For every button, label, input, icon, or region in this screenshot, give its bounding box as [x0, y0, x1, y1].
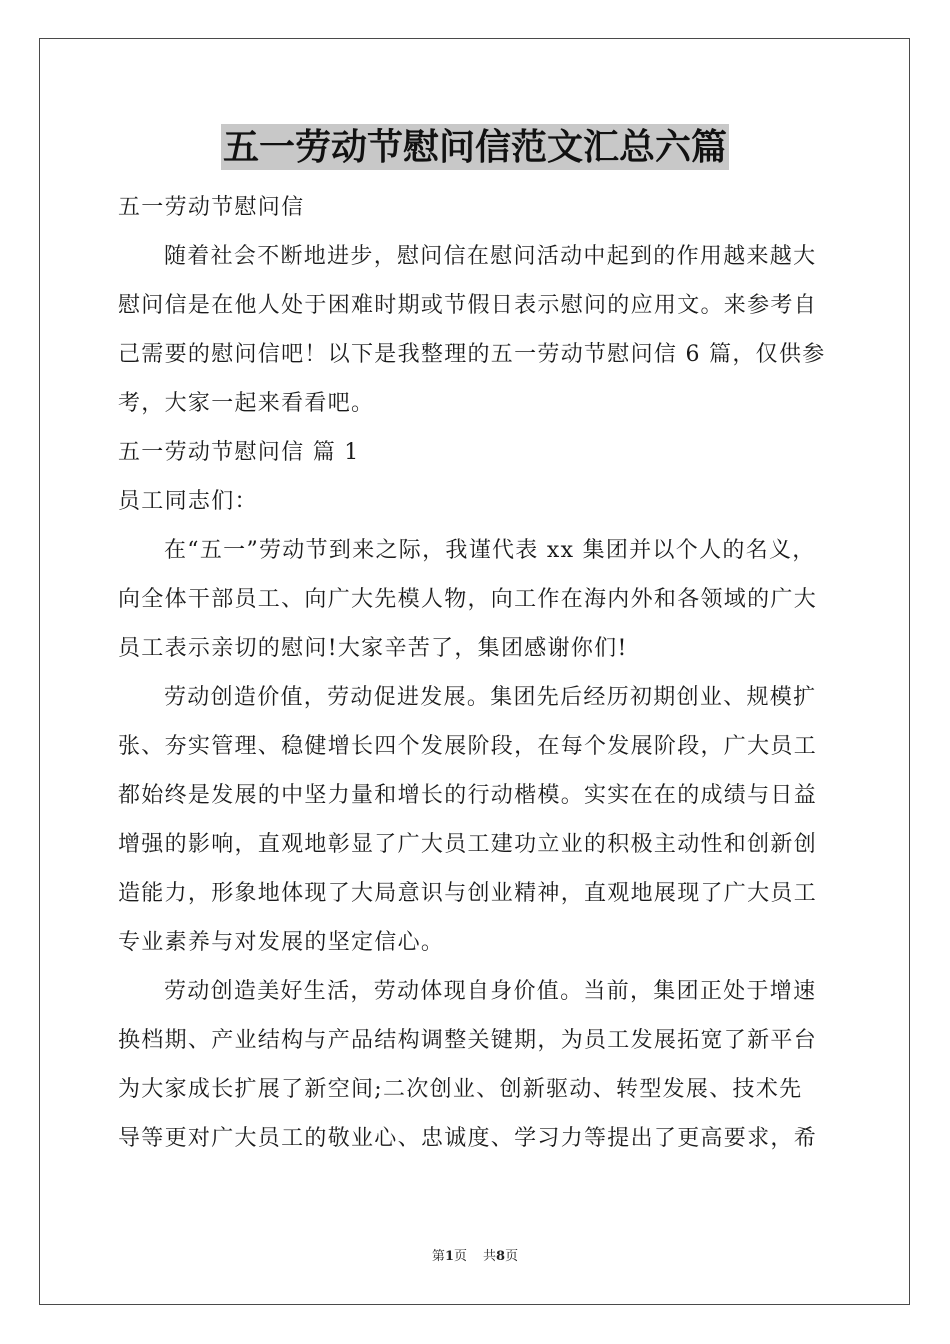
page-current: 1: [444, 1249, 454, 1264]
text-line: 在“五一”劳动节到来之际，我谨代表 xx 集团并以个人的名义，: [164, 538, 816, 563]
document-body: [118, 183, 838, 1163]
text-line: 造能力，形象地体现了大局意识与创业精神，直观地展现了广大员工: [118, 881, 818, 906]
text-line: 慰问信是在他人处于困难时期或节假日表示慰问的应用文。来参考自: [118, 293, 818, 318]
title-container: [0, 124, 950, 170]
page-total: 8: [496, 1249, 506, 1264]
document-title: 五一劳动节慰问信范文汇总六篇: [222, 126, 727, 168]
text-line: 随着社会不断地进步，慰问信在慰问活动中起到的作用越来越大: [164, 244, 817, 269]
text-line: 劳动创造美好生活，劳动体现自身价值。当前，集团正处于增速: [164, 979, 817, 1004]
text-line: 劳动创造价值，劳动促进发展。集团先后经历初期创业、规模扩: [164, 685, 817, 710]
page-unit: 页: [453, 1249, 467, 1264]
text-line: 为大家成长扩展了新空间;二次创业、创新驱动、转型发展、技术先: [118, 1077, 803, 1102]
text-line: 员工同志们：: [118, 489, 258, 514]
text-line: 导等更对广大员工的敬业心、忠诚度、学习力等提出了更高要求，希: [118, 1126, 818, 1151]
text-line: 五一劳动节慰问信 篇 1: [118, 440, 360, 465]
text-line: 向全体干部员工、向广大先模人物，向工作在海内外和各领域的广大: [118, 587, 818, 612]
text-line: 己需要的慰问信吧！以下是我整理的五一劳动节慰问信 6 篇，仅供参: [118, 342, 826, 367]
text-line: 张、夯实管理、稳健增长四个发展阶段，在每个发展阶段，广大员工: [118, 734, 818, 759]
page-prefix: 第: [431, 1249, 445, 1264]
total-prefix: 共: [483, 1249, 497, 1264]
total-unit: 页: [505, 1249, 519, 1264]
text-line: 换档期、产业结构与产品结构调整关键期，为员工发展拓宽了新平台: [118, 1028, 818, 1053]
text-line: 增强的影响，直观地彰显了广大员工建功立业的积极主动性和创新创: [118, 832, 818, 857]
text-line: 专业素养与对发展的坚定信心。: [118, 930, 445, 955]
text-line: 五一劳动节慰问信: [118, 195, 305, 220]
page-footer: [0, 1245, 950, 1264]
text-line: 都始终是发展的中坚力量和增长的行动楷模。实实在在的成绩与日益: [118, 783, 818, 808]
text-line: 员工表示亲切的慰问!大家辛苦了，集团感谢你们!: [118, 636, 628, 661]
text-line: 考，大家一起来看看吧。: [118, 391, 375, 416]
